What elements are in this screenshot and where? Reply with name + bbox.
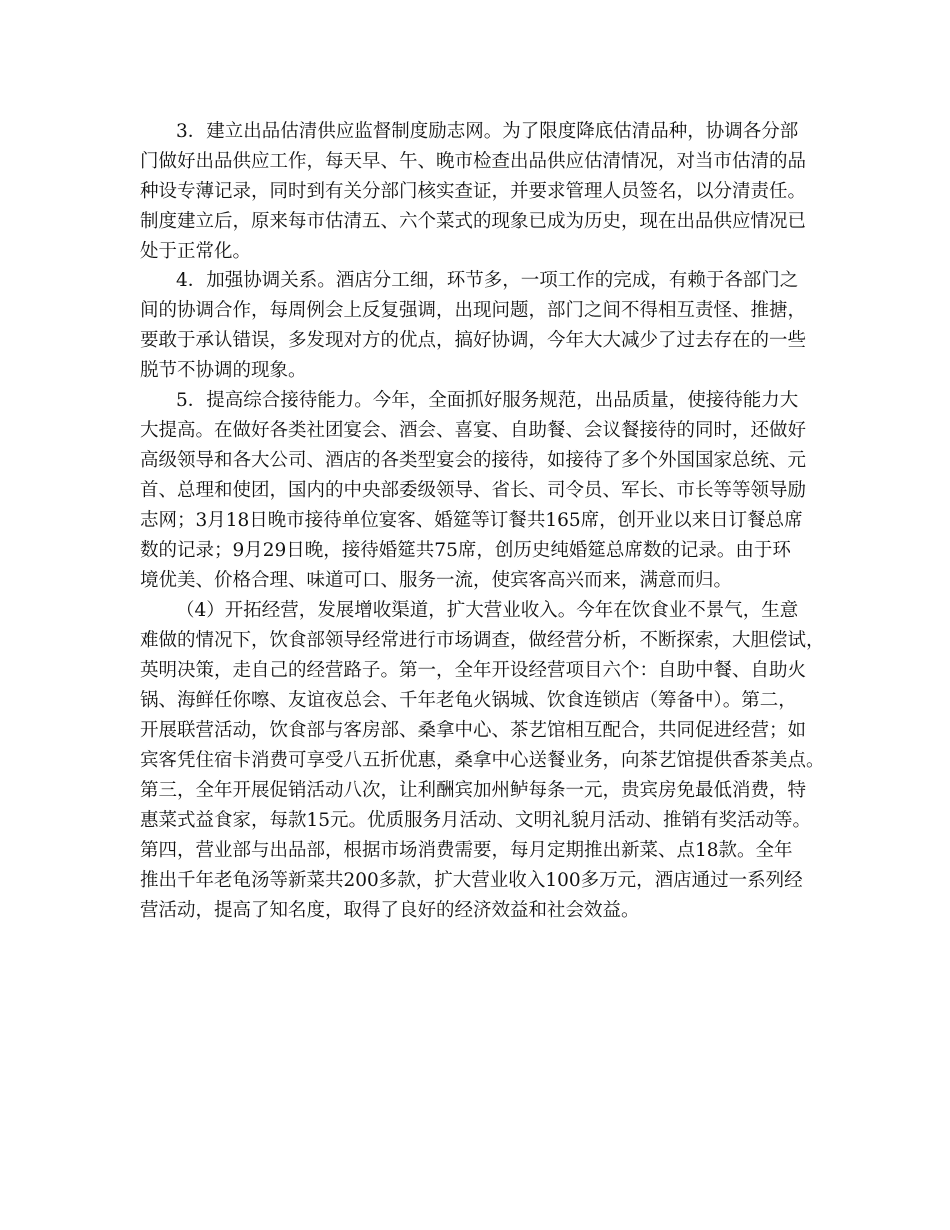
text-line: 要敢于承认错误，多发现对方的优点，搞好协调，今年大大减少了过去存在的一些 [140,330,807,351]
text-line: 数的记录；9月29日晚，接待婚筵共75席，创历史纯婚筵总席数的记录。由于环 [140,540,791,561]
text-line: 制度建立后，原来每市估清五、六个菜式的现象已成为历史，现在出品供应情况已 [140,211,807,232]
text-line: 推出千年老龟汤等新菜共200多款，扩大营业收入100多万元，酒店通过一系列经 [140,870,803,891]
text-line: 门做好出品供应工作，每天早、午、晚市检查出品供应估清情况，对当市估清的品 [140,151,807,172]
text-line: 首、总理和使团，国内的中央部委级领导、省长、司令员、军长、市长等等领导励 [140,480,807,501]
text-line: 高级领导和各大公司、酒店的各类型宴会的接待，如接待了多个外国国家总统、元 [140,450,807,471]
text-line: 英明决策，走自己的经营路子。第一，全年开设经营项目六个：自助中餐、自助火 [140,660,807,681]
text-line: 开展联营活动，饮食部与客房部、桑拿中心、茶艺馆相互配合，共同促进经营；如 [140,720,807,741]
text-line: 惠菜式益食家，每款15元。优质服务月活动、文明礼貌月活动、推销有奖活动等。 [140,810,812,831]
text-line: 志网；3月18日晚市接待单位宴客、婚筵等订餐共165席，创开业以来日订餐总席 [140,510,803,531]
text-line: 种设专薄记录，同时到有关分部门核实查证，并要求管理人员签名，以分清责任。 [140,181,807,202]
text-line: 5．提高综合接待能力。今年，全面抓好服务规范，出品质量，使接待能力大 [176,390,799,411]
text-line: 大提高。在做好各类社团宴会、酒会、喜宴、自助餐、会议餐接待的同时，还做好 [140,420,807,441]
text-line: 锅、海鲜任你嚓、友谊夜总会、千年老龟火锅城、饮食连锁店（筹备中）。第二， [140,690,797,711]
text-line: 宾客凭住宿卡消费可享受八五折优惠，桑拿中心送餐业务，向茶艺馆提供香茶美点。 [140,750,825,771]
text-line: 第三，全年开展促销活动八次，让利酬宾加州鲈每条一元，贵宾房免最低消费，特 [140,780,807,801]
text-line: 境优美、价格合理、味道可口、服务一流，使宾客高兴而来，满意而归。 [140,570,733,591]
text-line: 处于正常化。 [140,241,252,262]
text-line: 营活动，提高了知名度，取得了良好的经济效益和社会效益。 [140,900,640,921]
text-line: （4）开拓经营，发展增收渠道，扩大营业收入。今年在饮食业不景气，生意 [176,600,799,621]
text-line: 第四，营业部与出品部，根据市场消费需要，每月定期推出新菜、点18款。全年 [140,840,793,861]
text-line: 难做的情况下，饮食部领导经常进行市场调查，做经营分析，不断探索，大胆偿试， [140,630,825,651]
text-line: 4．加强协调关系。酒店分工细，环节多，一项工作的完成，有赖于各部门之 [176,270,799,291]
text-line: 间的协调合作，每周例会上反复强调，出现问题，部门之间不得相互责怪、推搪， [140,300,807,321]
text-line: 脱节不协调的现象。 [140,360,307,381]
text-line: 3．建立出品估清供应监督制度励志网。为了限度降底估清品种，协调各分部 [176,121,799,142]
